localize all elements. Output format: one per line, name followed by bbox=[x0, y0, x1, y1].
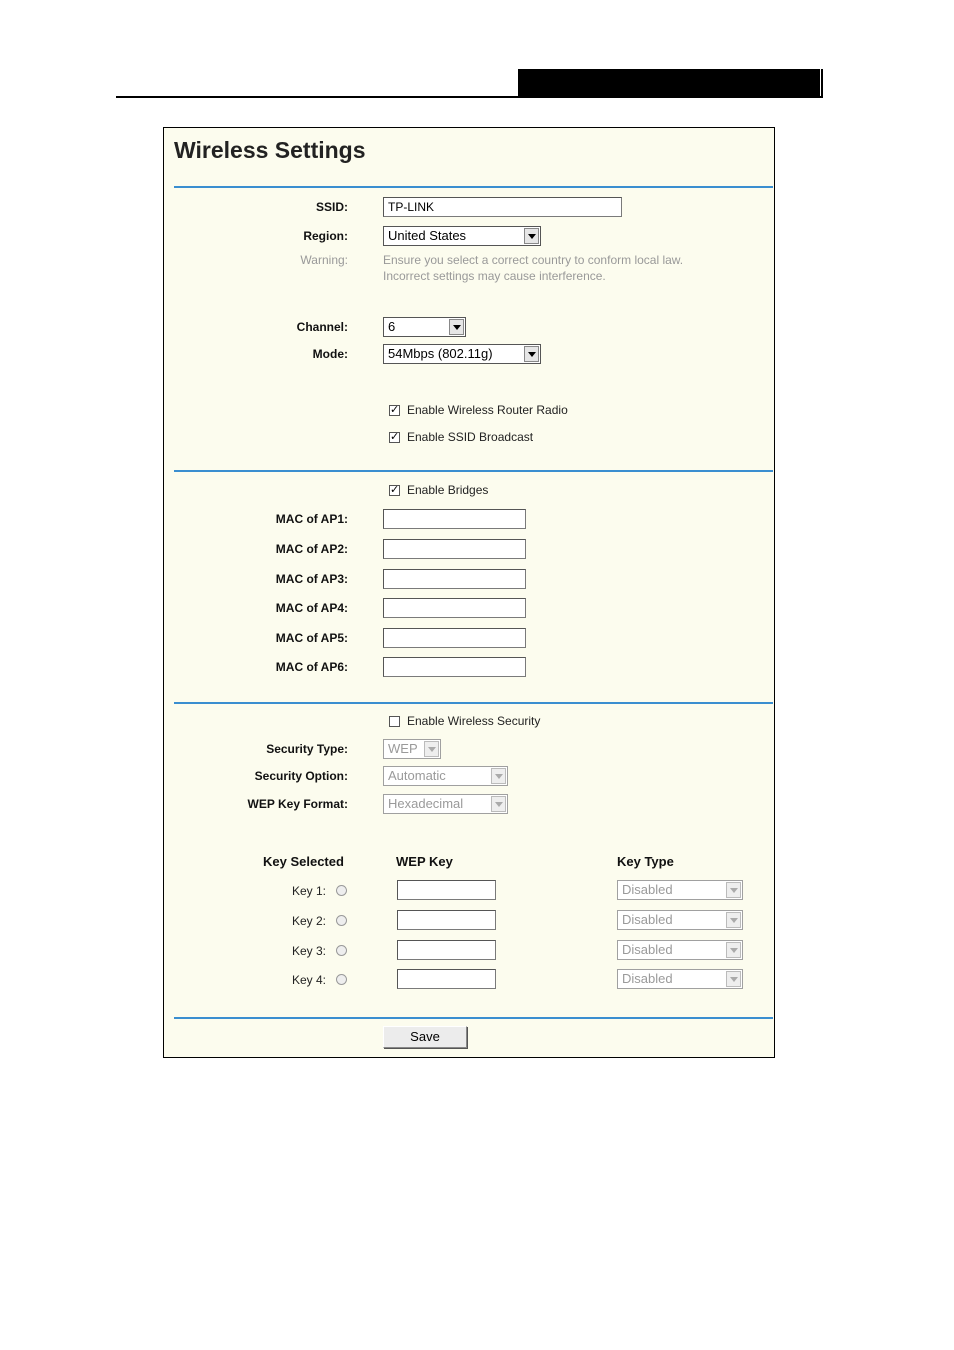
separator bbox=[174, 470, 773, 472]
key2-label: Key 2: bbox=[292, 914, 327, 928]
mac-ap4-input[interactable] bbox=[383, 598, 526, 618]
separator bbox=[174, 186, 773, 188]
enable-bridges-label: Enable Bridges bbox=[407, 483, 489, 497]
key3-radio[interactable] bbox=[336, 945, 347, 956]
chevron-down-icon[interactable] bbox=[726, 942, 741, 958]
key4-radio[interactable] bbox=[336, 974, 347, 985]
mac-ap3-input[interactable] bbox=[383, 569, 526, 589]
chevron-down-icon[interactable] bbox=[726, 971, 741, 987]
key2-type-value: Disabled bbox=[622, 912, 673, 927]
key4-type-select[interactable] bbox=[617, 969, 743, 989]
wep-key-format-label: WEP Key Format: bbox=[247, 797, 348, 811]
channel-label: Channel: bbox=[296, 320, 348, 334]
mac-ap5-label: MAC of AP5: bbox=[275, 631, 348, 645]
security-option-value: Automatic bbox=[388, 768, 446, 783]
header-black-bar bbox=[518, 69, 820, 96]
chevron-down-icon[interactable] bbox=[524, 346, 539, 362]
header-bar-edge bbox=[821, 69, 823, 98]
key1-radio[interactable] bbox=[336, 885, 347, 896]
key3-label: Key 3: bbox=[292, 944, 327, 958]
page-title: Wireless Settings bbox=[174, 137, 366, 163]
wireless-settings-panel bbox=[163, 127, 775, 1058]
col-key-selected: Key Selected bbox=[263, 854, 344, 869]
region-value: United States bbox=[388, 228, 467, 243]
col-wep-key: WEP Key bbox=[396, 854, 453, 869]
enable-ssid-broadcast-checkbox[interactable]: ✓ bbox=[390, 431, 400, 443]
chevron-down-icon[interactable] bbox=[726, 882, 741, 898]
mac-ap3-label: MAC of AP3: bbox=[275, 572, 348, 586]
chevron-down-icon[interactable] bbox=[424, 741, 439, 757]
key2-type-select[interactable] bbox=[617, 910, 743, 930]
ssid-label: SSID: bbox=[315, 200, 348, 214]
wep-key-format-select[interactable] bbox=[383, 794, 508, 814]
key4-type-value: Disabled bbox=[622, 971, 673, 986]
separator bbox=[174, 702, 773, 704]
enable-radio-label: Enable Wireless Router Radio bbox=[407, 403, 568, 417]
region-label: Region: bbox=[303, 229, 348, 243]
security-option-label: Security Option: bbox=[254, 769, 348, 783]
chevron-down-icon[interactable] bbox=[524, 228, 539, 244]
col-key-type: Key Type bbox=[617, 854, 674, 869]
key3-type-select[interactable] bbox=[617, 940, 743, 960]
separator bbox=[174, 1017, 773, 1019]
ssid-input[interactable]: TP-LINK bbox=[383, 197, 622, 217]
key1-label: Key 1: bbox=[292, 884, 327, 898]
mac-ap6-input[interactable] bbox=[383, 657, 526, 677]
key2-radio[interactable] bbox=[336, 915, 347, 926]
mode-select[interactable] bbox=[383, 344, 541, 364]
key2-input[interactable] bbox=[397, 910, 496, 930]
region-select[interactable] bbox=[383, 226, 541, 246]
chevron-down-icon[interactable] bbox=[491, 796, 506, 812]
security-type-value: WEP bbox=[388, 741, 418, 756]
enable-radio-checkbox[interactable]: ✓ bbox=[390, 404, 400, 416]
mac-ap2-input[interactable] bbox=[383, 539, 526, 559]
security-option-select[interactable] bbox=[383, 766, 508, 786]
key1-type-select[interactable] bbox=[617, 880, 743, 900]
channel-value: 6 bbox=[388, 319, 396, 334]
chevron-down-icon[interactable] bbox=[726, 912, 741, 928]
chevron-down-icon[interactable] bbox=[491, 768, 506, 784]
key4-input[interactable] bbox=[397, 969, 496, 989]
key1-type-value: Disabled bbox=[622, 882, 673, 897]
mac-ap6-label: MAC of AP6: bbox=[275, 660, 348, 674]
wep-key-format-value: Hexadecimal bbox=[388, 796, 464, 811]
warning-label: Warning: bbox=[300, 253, 348, 267]
header-rule bbox=[116, 96, 823, 98]
enable-security-label: Enable Wireless Security bbox=[407, 714, 541, 728]
mac-ap1-input[interactable] bbox=[383, 509, 526, 529]
mac-ap5-input[interactable] bbox=[383, 628, 526, 648]
enable-ssid-broadcast-label: Enable SSID Broadcast bbox=[407, 430, 534, 444]
save-button[interactable]: Save bbox=[383, 1026, 467, 1048]
mac-ap1-label: MAC of AP1: bbox=[275, 512, 348, 526]
key4-label: Key 4: bbox=[292, 973, 327, 987]
mac-ap2-label: MAC of AP2: bbox=[275, 542, 348, 556]
enable-security-checkbox[interactable] bbox=[389, 716, 400, 727]
key3-type-value: Disabled bbox=[622, 942, 673, 957]
mode-label: Mode: bbox=[312, 347, 348, 361]
key3-input[interactable] bbox=[397, 940, 496, 960]
warning-text-line1: Ensure you select a correct country to conform local law. bbox=[383, 253, 684, 267]
security-type-label: Security Type: bbox=[266, 742, 348, 756]
security-type-select[interactable] bbox=[383, 739, 441, 759]
channel-select[interactable] bbox=[383, 317, 466, 337]
mac-ap4-label: MAC of AP4: bbox=[275, 601, 348, 615]
mode-value: 54Mbps (802.11g) bbox=[388, 346, 493, 361]
enable-bridges-checkbox[interactable]: ✓ bbox=[390, 484, 400, 496]
chevron-down-icon[interactable] bbox=[449, 319, 464, 335]
key1-input[interactable] bbox=[397, 880, 496, 900]
warning-text-line2: Incorrect settings may cause interference. bbox=[383, 269, 606, 283]
